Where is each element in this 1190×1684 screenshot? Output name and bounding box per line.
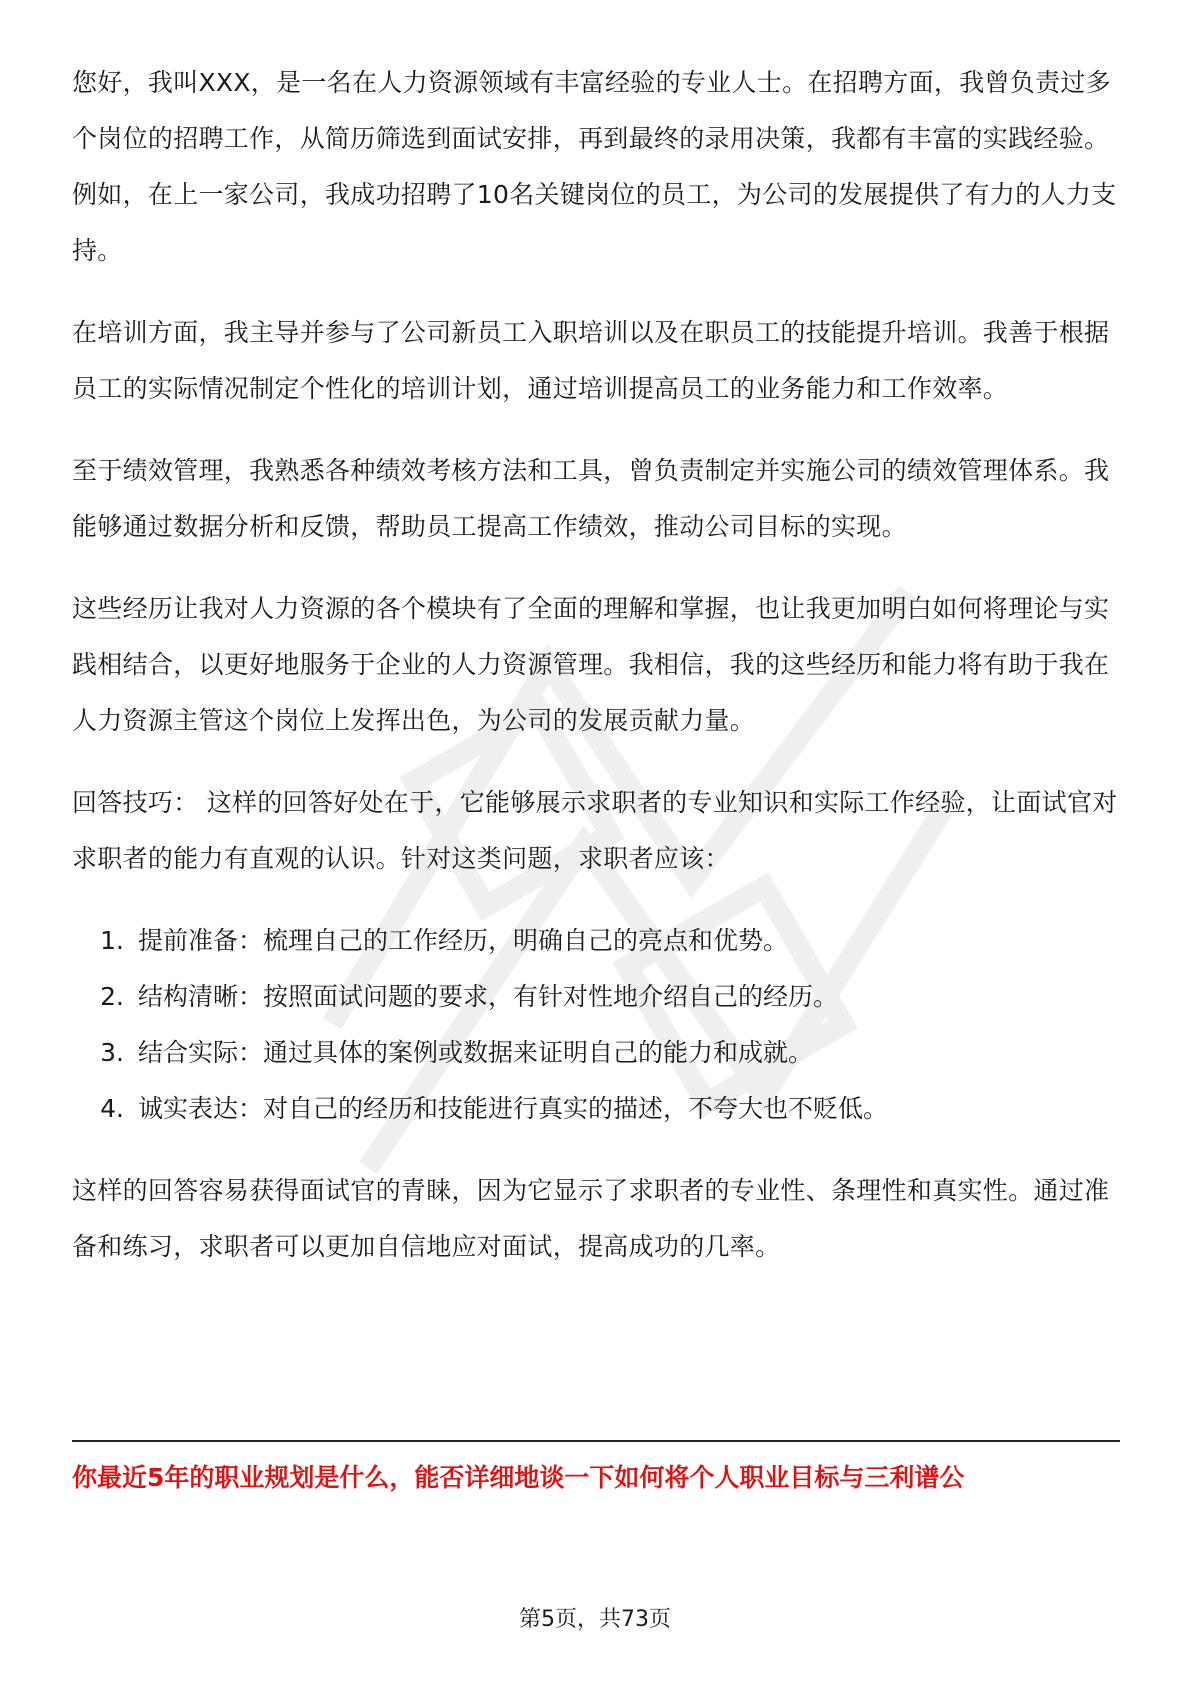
list-item xyxy=(72,1081,1122,1137)
answer-paragraph-2: 在培训方面，我主导并参与了公司新员工入职培训以及在职员工的技能提升培训。我善于根据员工的实际情况制定个性化的培训计划，通过培训提高员工的业务能力和工作效率。 xyxy=(72,318,1110,403)
next-question-heading: 你最近5年的职业规划是什么，能否详细地谈一下如何将个人职业目标与三利谱公 xyxy=(72,1463,965,1492)
page-number-footer: 第5页，共73页 xyxy=(519,1607,671,1632)
list-text: 结合实际：通过具体的案例或数据来证明自己的能力和成就。 xyxy=(138,1038,814,1067)
list-item xyxy=(72,969,1122,1025)
list-item xyxy=(72,1025,1122,1081)
list-item xyxy=(72,913,1122,969)
list-number: 2. xyxy=(100,982,124,1011)
list-number: 3. xyxy=(100,1038,124,1067)
answer-paragraph-4: 这些经历让我对人力资源的各个模块有了全面的理解和掌握，也让我更加明白如何将理论与实践相结合，以更好地服务于企业的人力资源管理。我相信，我的这些经历和能力将有助于我在人力资源主管这个岗位上发挥出色，为公司的发展贡献力量。 xyxy=(72,594,1110,735)
answer-body xyxy=(72,55,1122,1301)
tips-list xyxy=(72,913,1122,1137)
answer-paragraph-1: 您好，我叫XXX，是一名在人力资源领域有丰富经验的专业人士。在招聘方面，我曾负责过多个岗位的招聘工作，从简历筛选到面试安排，再到最终的录用决策，我都有丰富的实践经验。例如，在上一家公司，我成功招聘了10名关键岗位的员工，为公司的发展提供了有力的人力支持。 xyxy=(72,68,1117,265)
closing-paragraph: 这样的回答容易获得面试官的青睐，因为它显示了求职者的专业性、条理性和真实性。通过准备和练习，求职者可以更加自信地应对面试，提高成功的几率。 xyxy=(72,1176,1110,1261)
answer-tips-intro: 回答技巧： 这样的回答好处在于，它能够展示求职者的专业知识和实际工作经验，让面试官对求职者的能力有直观的认识。针对这类问题，求职者应该： xyxy=(72,788,1118,873)
list-number: 1. xyxy=(100,926,124,955)
list-number: 4. xyxy=(100,1094,124,1123)
answer-paragraph-3: 至于绩效管理，我熟悉各种绩效考核方法和工具，曾负责制定并实施公司的绩效管理体系。我能够通过数据分析和反馈，帮助员工提高工作绩效，推动公司目标的实现。 xyxy=(72,456,1110,541)
list-text: 提前准备：梳理自己的工作经历，明确自己的亮点和优势。 xyxy=(138,926,789,955)
list-text: 诚实表达：对自己的经历和技能进行真实的描述，不夸大也不贬低。 xyxy=(138,1094,889,1123)
section-divider xyxy=(72,1440,1120,1442)
list-text: 结构清晰：按照面试问题的要求，有针对性地介绍自己的经历。 xyxy=(138,982,839,1011)
